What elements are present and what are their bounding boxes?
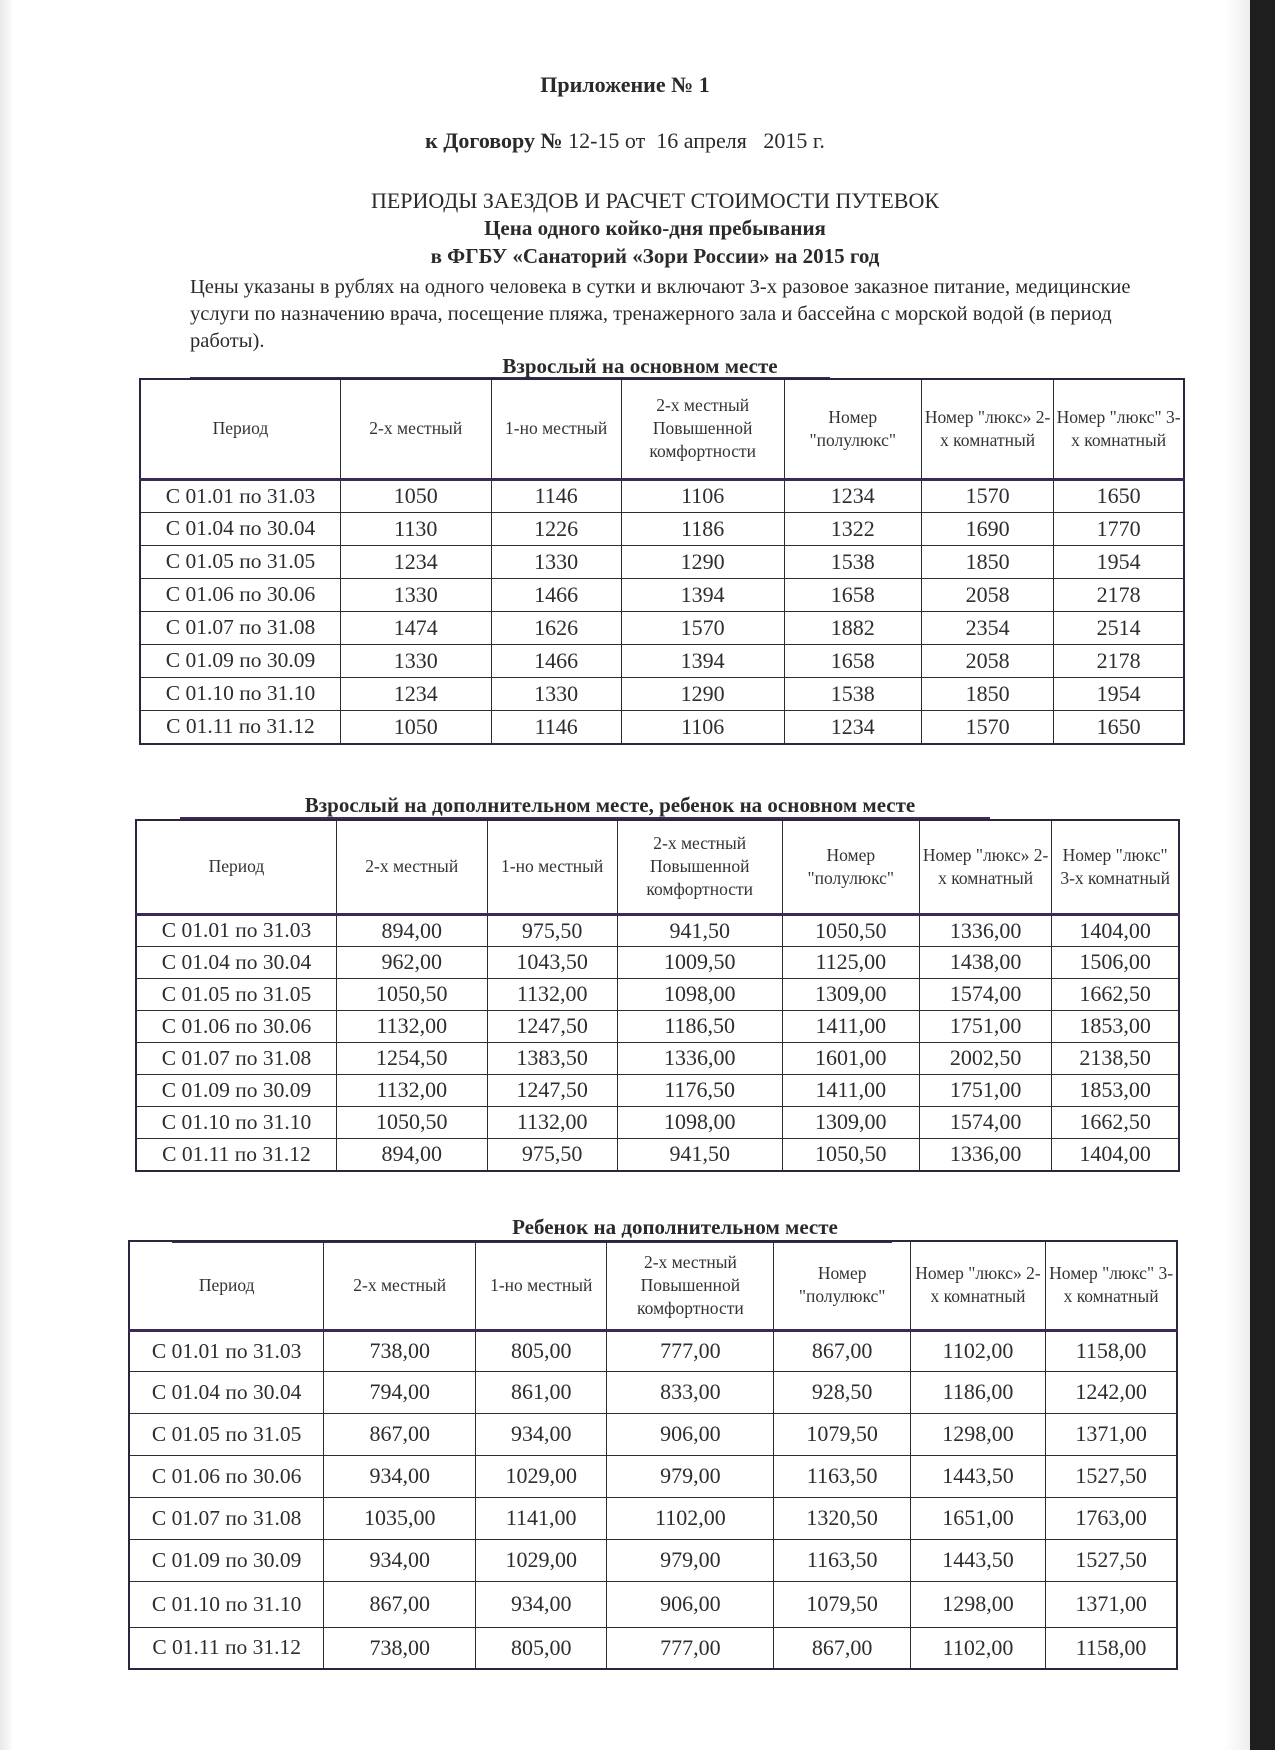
- price-cell: 1226: [491, 512, 621, 545]
- price-cell: 1050,50: [782, 914, 919, 946]
- price-cell: 1394: [621, 578, 784, 611]
- table-row: [136, 1138, 1179, 1171]
- heading-price: Цена одного койко-дня пребывания: [484, 216, 826, 240]
- price-cell: 1751,00: [919, 1010, 1051, 1042]
- price-cell: 1330: [491, 677, 621, 710]
- price-cell: 1186: [621, 512, 784, 545]
- price-cell: 1850: [921, 677, 1053, 710]
- price-cell: 1158,00: [1046, 1330, 1177, 1371]
- period-cell: С 01.10 по 31.10: [129, 1581, 324, 1627]
- price-cell: 1132,00: [487, 1106, 617, 1138]
- price-cell: 1404,00: [1052, 914, 1179, 946]
- table-row: [136, 1010, 1179, 1042]
- price-cell: 1242,00: [1046, 1371, 1177, 1413]
- price-cell: 1538: [784, 677, 921, 710]
- column-header: 1-но местный: [476, 1241, 607, 1330]
- price-cell: 867,00: [774, 1627, 910, 1669]
- price-cell: 1443,50: [910, 1539, 1045, 1581]
- column-header: 2-х местный Повышенной комфортности: [617, 820, 782, 914]
- price-cell: 1132,00: [336, 1010, 487, 1042]
- column-header: 2-х местный: [324, 1241, 476, 1330]
- column-header: Период: [140, 379, 340, 479]
- period-cell: С 01.09 по 30.09: [136, 1074, 336, 1106]
- period-cell: С 01.10 по 31.10: [136, 1106, 336, 1138]
- table-row: [129, 1330, 1177, 1371]
- table-row: [136, 946, 1179, 978]
- price-cell: 1186,50: [617, 1010, 782, 1042]
- price-cell: 1141,00: [476, 1497, 607, 1539]
- price-cell: 2354: [921, 611, 1053, 644]
- price-cell: 738,00: [324, 1330, 476, 1371]
- table-row: [129, 1627, 1177, 1669]
- price-cell: 1146: [491, 710, 621, 744]
- price-cell: 1371,00: [1046, 1581, 1177, 1627]
- column-header: Период: [129, 1241, 324, 1330]
- price-cell: 894,00: [336, 1138, 487, 1171]
- column-header: 2-х местный Повышенной комфортности: [621, 379, 784, 479]
- table-row: [129, 1413, 1177, 1455]
- period-cell: С 01.04 по 30.04: [140, 512, 340, 545]
- table-row: [136, 1074, 1179, 1106]
- price-cell: 1574,00: [919, 1106, 1051, 1138]
- price-cell: 1662,50: [1052, 1106, 1179, 1138]
- table-row: [129, 1455, 1177, 1497]
- price-cell: 1050,50: [336, 1106, 487, 1138]
- price-cell: 1336,00: [919, 1138, 1051, 1171]
- table-row: [129, 1371, 1177, 1413]
- price-cell: 1298,00: [910, 1581, 1045, 1627]
- price-cell: 1438,00: [919, 946, 1051, 978]
- table-row: [140, 578, 1184, 611]
- price-cell: 1125,00: [782, 946, 919, 978]
- period-cell: С 01.11 по 31.12: [129, 1627, 324, 1669]
- period-cell: С 01.07 по 31.08: [140, 611, 340, 644]
- column-header: Номер "полулюкс": [784, 379, 921, 479]
- column-header: Номер "полулюкс": [782, 820, 919, 914]
- column-header: 2-х местный: [340, 379, 491, 479]
- appendix-title: Приложение № 1: [540, 72, 710, 97]
- table-header-row: [129, 1241, 1177, 1330]
- period-cell: С 01.11 по 31.12: [140, 710, 340, 744]
- price-cell: 2002,50: [919, 1042, 1051, 1074]
- price-cell: 1290: [621, 677, 784, 710]
- column-header: 2-х местный: [336, 820, 487, 914]
- price-cell: 1466: [491, 578, 621, 611]
- price-cell: 1443,50: [910, 1455, 1045, 1497]
- price-cell: 1330: [340, 644, 491, 677]
- price-cell: 1102,00: [910, 1330, 1045, 1371]
- price-table-child-extra: [128, 1240, 1178, 1670]
- price-cell: 833,00: [607, 1371, 774, 1413]
- price-cell: 1322: [784, 512, 921, 545]
- contract-number: 12-15: [568, 128, 620, 153]
- price-cell: 1079,50: [774, 1413, 910, 1455]
- price-cell: 934,00: [324, 1455, 476, 1497]
- price-cell: 979,00: [607, 1539, 774, 1581]
- price-cell: 1106: [621, 479, 784, 512]
- period-cell: С 01.07 по 31.08: [129, 1497, 324, 1539]
- section-title-adult-extra-child-main: Взрослый на дополнительном месте, ребенок на основном месте: [304, 793, 916, 817]
- price-cell: 1527,50: [1046, 1455, 1177, 1497]
- price-cell: 941,50: [617, 914, 782, 946]
- price-cell: 1570: [621, 611, 784, 644]
- price-cell: 1130: [340, 512, 491, 545]
- price-cell: 805,00: [476, 1627, 607, 1669]
- price-cell: 1132,00: [336, 1074, 487, 1106]
- price-cell: 1411,00: [782, 1074, 919, 1106]
- price-cell: 1234: [784, 710, 921, 744]
- heading-periods: ПЕРИОДЫ ЗАЕЗДОВ И РАСЧЕТ СТОИМОСТИ ПУТЕВОК: [370, 188, 940, 213]
- price-cell: 867,00: [774, 1330, 910, 1371]
- price-cell: 1106: [621, 710, 784, 744]
- price-cell: 2178: [1054, 644, 1184, 677]
- price-cell: 1853,00: [1052, 1074, 1179, 1106]
- price-cell: 1163,50: [774, 1539, 910, 1581]
- contract-prefix: к Договору №: [425, 128, 563, 153]
- price-cell: 1050: [340, 479, 491, 512]
- price-cell: 941,50: [617, 1138, 782, 1171]
- price-cell: 1411,00: [782, 1010, 919, 1042]
- price-cell: 1570: [921, 710, 1053, 744]
- price-cell: 1650: [1054, 479, 1184, 512]
- price-cell: 1009,50: [617, 946, 782, 978]
- table-row: [136, 1042, 1179, 1074]
- section-title-adult-main: Взрослый на основном месте: [502, 354, 778, 378]
- price-cell: 805,00: [476, 1330, 607, 1371]
- price-cell: 1186,00: [910, 1371, 1045, 1413]
- price-cell: 738,00: [324, 1627, 476, 1669]
- price-cell: 1234: [340, 545, 491, 578]
- price-cell: 1102,00: [910, 1627, 1045, 1669]
- column-header: Номер "люкс» 2-х комнатный: [919, 820, 1051, 914]
- price-cell: 777,00: [607, 1330, 774, 1371]
- price-cell: 1651,00: [910, 1497, 1045, 1539]
- table-row: [140, 677, 1184, 710]
- heading-organization: в ФГБУ «Санаторий «Зори России» на 2015 год: [430, 244, 880, 268]
- price-cell: 1527,50: [1046, 1539, 1177, 1581]
- period-cell: С 01.05 по 31.05: [129, 1413, 324, 1455]
- price-table-adult-extra-child-main: [135, 819, 1180, 1172]
- price-cell: 1601,00: [782, 1042, 919, 1074]
- price-table-adult-main: [139, 378, 1185, 745]
- price-cell: 1474: [340, 611, 491, 644]
- price-cell: 1247,50: [487, 1010, 617, 1042]
- price-cell: 1394: [621, 644, 784, 677]
- table-row: [140, 545, 1184, 578]
- period-cell: С 01.01 по 31.03: [140, 479, 340, 512]
- table-row: [140, 512, 1184, 545]
- price-cell: 1662,50: [1052, 978, 1179, 1010]
- price-cell: 975,50: [487, 1138, 617, 1171]
- period-cell: С 01.01 по 31.03: [136, 914, 336, 946]
- table-header-row: [136, 820, 1179, 914]
- column-header: Период: [136, 820, 336, 914]
- price-cell: 1050: [340, 710, 491, 744]
- price-cell: 1371,00: [1046, 1413, 1177, 1455]
- price-cell: 2058: [921, 578, 1053, 611]
- period-cell: С 01.06 по 30.06: [136, 1010, 336, 1042]
- price-cell: 1176,50: [617, 1074, 782, 1106]
- price-cell: 1763,00: [1046, 1497, 1177, 1539]
- price-cell: 861,00: [476, 1371, 607, 1413]
- price-cell: 1254,50: [336, 1042, 487, 1074]
- price-cell: 1043,50: [487, 946, 617, 978]
- price-cell: 1658: [784, 644, 921, 677]
- period-cell: С 01.07 по 31.08: [136, 1042, 336, 1074]
- price-cell: 979,00: [607, 1455, 774, 1497]
- column-header: Номер "люкс» 2-х комнатный: [910, 1241, 1045, 1330]
- section-title-child-extra: Ребенок на дополнительном месте: [512, 1215, 838, 1239]
- period-cell: С 01.05 по 31.05: [136, 978, 336, 1010]
- price-cell: 1298,00: [910, 1413, 1045, 1455]
- period-cell: С 01.09 по 30.09: [129, 1539, 324, 1581]
- column-header: Номер "полулюкс": [774, 1241, 910, 1330]
- column-header: Номер "люкс" 3-х комнатный: [1052, 820, 1179, 914]
- price-cell: 1570: [921, 479, 1053, 512]
- table-row: [140, 644, 1184, 677]
- table-row: [129, 1497, 1177, 1539]
- price-cell: 2178: [1054, 578, 1184, 611]
- price-cell: 934,00: [476, 1581, 607, 1627]
- price-cell: 1853,00: [1052, 1010, 1179, 1042]
- price-cell: 1050,50: [336, 978, 487, 1010]
- price-cell: 1650: [1054, 710, 1184, 744]
- column-header: Номер "люкс» 2-х комнатный: [921, 379, 1053, 479]
- price-cell: 1770: [1054, 512, 1184, 545]
- column-header: 1-но местный: [487, 820, 617, 914]
- price-cell: 1751,00: [919, 1074, 1051, 1106]
- table-row: [140, 479, 1184, 512]
- period-cell: С 01.10 по 31.10: [140, 677, 340, 710]
- table-row: [140, 611, 1184, 644]
- price-cell: 1132,00: [487, 978, 617, 1010]
- price-cell: 1234: [340, 677, 491, 710]
- price-cell: 794,00: [324, 1371, 476, 1413]
- price-cell: 1404,00: [1052, 1138, 1179, 1171]
- price-cell: 1330: [340, 578, 491, 611]
- period-cell: С 01.09 по 30.09: [140, 644, 340, 677]
- price-cell: 1050,50: [782, 1138, 919, 1171]
- price-cell: 2058: [921, 644, 1053, 677]
- price-cell: 1954: [1054, 545, 1184, 578]
- price-cell: 1309,00: [782, 1106, 919, 1138]
- price-cell: 1309,00: [782, 978, 919, 1010]
- price-cell: 906,00: [607, 1413, 774, 1455]
- table-row: [129, 1539, 1177, 1581]
- table-row: [129, 1581, 1177, 1627]
- price-cell: 1882: [784, 611, 921, 644]
- price-cell: 1506,00: [1052, 946, 1179, 978]
- price-cell: 1158,00: [1046, 1627, 1177, 1669]
- scan-right-edge: [1250, 0, 1275, 1750]
- price-cell: 777,00: [607, 1627, 774, 1669]
- price-cell: 1383,50: [487, 1042, 617, 1074]
- period-cell: С 01.01 по 31.03: [129, 1330, 324, 1371]
- price-cell: 1690: [921, 512, 1053, 545]
- table-row: [140, 710, 1184, 744]
- price-cell: 1330: [491, 545, 621, 578]
- price-cell: 928,50: [774, 1371, 910, 1413]
- period-cell: С 01.11 по 31.12: [136, 1138, 336, 1171]
- price-cell: 1098,00: [617, 978, 782, 1010]
- price-cell: 1574,00: [919, 978, 1051, 1010]
- table-row: [136, 1106, 1179, 1138]
- price-cell: 1658: [784, 578, 921, 611]
- price-cell: 1336,00: [617, 1042, 782, 1074]
- price-cell: 867,00: [324, 1413, 476, 1455]
- price-cell: 2514: [1054, 611, 1184, 644]
- price-cell: 1079,50: [774, 1581, 910, 1627]
- price-cell: 1146: [491, 479, 621, 512]
- price-cell: 1102,00: [607, 1497, 774, 1539]
- price-cell: 1320,50: [774, 1497, 910, 1539]
- price-cell: 894,00: [336, 914, 487, 946]
- price-cell: 934,00: [324, 1539, 476, 1581]
- period-cell: С 01.04 по 30.04: [129, 1371, 324, 1413]
- price-cell: 962,00: [336, 946, 487, 978]
- column-header: 1-но местный: [491, 379, 621, 479]
- price-cell: 1163,50: [774, 1455, 910, 1497]
- price-cell: 867,00: [324, 1581, 476, 1627]
- period-cell: С 01.05 по 31.05: [140, 545, 340, 578]
- price-cell: 1538: [784, 545, 921, 578]
- price-cell: 1247,50: [487, 1074, 617, 1106]
- price-cell: 1234: [784, 479, 921, 512]
- price-cell: 1098,00: [617, 1106, 782, 1138]
- price-cell: 1290: [621, 545, 784, 578]
- column-header: 2-х местный Повышенной комфортности: [607, 1241, 774, 1330]
- price-cell: 1336,00: [919, 914, 1051, 946]
- price-cell: 1850: [921, 545, 1053, 578]
- period-cell: С 01.06 по 30.06: [140, 578, 340, 611]
- column-header: Номер "люкс" 3-х комнатный: [1054, 379, 1184, 479]
- price-cell: 1954: [1054, 677, 1184, 710]
- table-row: [136, 978, 1179, 1010]
- intro-paragraph: Цены указаны в рублях на одного человека в сутки и включают 3-х разовое заказное питание, медицинские услуги по назначению врача, посещение пляжа, тренажерного зала и бассейна с морской водой (в период работы).: [190, 276, 1131, 352]
- price-cell: 1029,00: [476, 1455, 607, 1497]
- price-cell: 2138,50: [1052, 1042, 1179, 1074]
- price-cell: 1035,00: [324, 1497, 476, 1539]
- column-header: Номер "люкс" 3-х комнатный: [1046, 1241, 1177, 1330]
- period-cell: С 01.06 по 30.06: [129, 1455, 324, 1497]
- contract-date: от 16 апреля 2015 г.: [619, 128, 825, 153]
- table-row: [136, 914, 1179, 946]
- price-cell: 934,00: [476, 1413, 607, 1455]
- price-cell: 906,00: [607, 1581, 774, 1627]
- table-header-row: [140, 379, 1184, 479]
- price-cell: 1029,00: [476, 1539, 607, 1581]
- contract-reference: [0, 128, 1250, 154]
- price-cell: 1466: [491, 644, 621, 677]
- price-cell: 1626: [491, 611, 621, 644]
- period-cell: С 01.04 по 30.04: [136, 946, 336, 978]
- price-cell: 975,50: [487, 914, 617, 946]
